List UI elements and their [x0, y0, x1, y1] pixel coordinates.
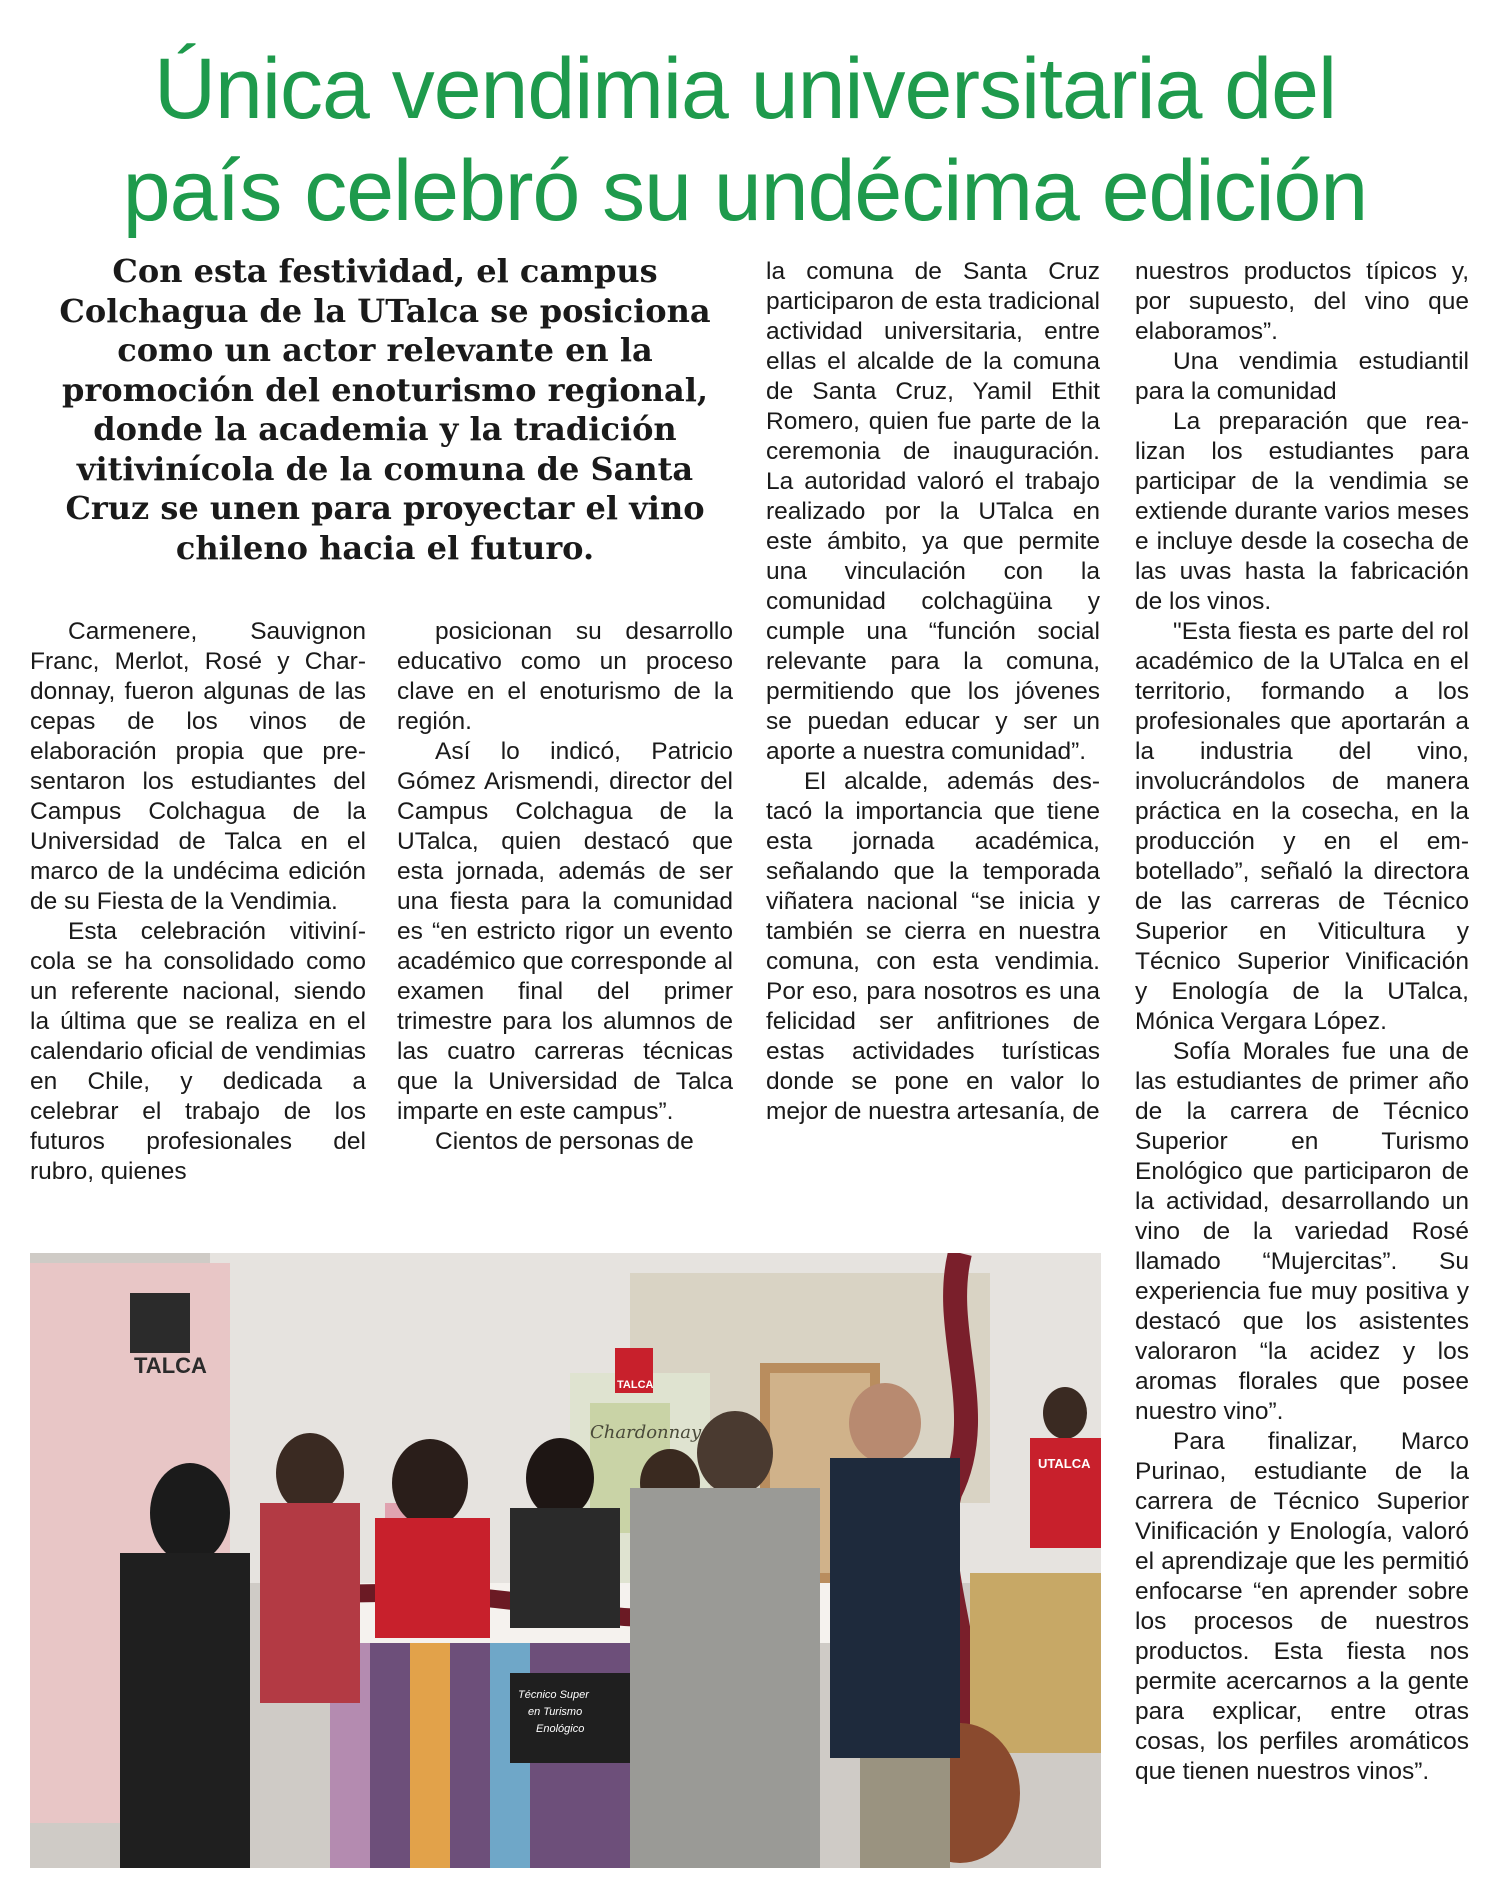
- paragraph: Cientos de personas de: [435, 1128, 694, 1155]
- column-3: [766, 257, 1100, 1127]
- article-headline: [40, 38, 1450, 242]
- headline-line-2: país celebró su undécima edición: [122, 143, 1368, 239]
- paragraph: El alcalde, además destacó la importancia que tiene esta jornada académica, señalando que la temporada viñatera nacional “se inicia y también se cierra en nuestra comuna, con esta vendimia. Por eso, para nosotros es una felicidad ser anfitriones de estas actividades turísticas donde se pone en valor lo mejor de nuestra artesanía, de: [766, 768, 1100, 1125]
- banner-left-text: TALCA: [134, 1353, 207, 1378]
- article-photo: [30, 1253, 1101, 1868]
- utalca-logo-right: [615, 1348, 654, 1393]
- paragraph: Para finalizar, Marco Purinao, estudiante de la carrera de Técnico Superior Vinificación y Enología, valoró el aprendizaje que les permitió enfocarse “en aprender sobre los procesos de nuestros productos. Esta fiesta nos permite acercarnos a la gente para explicar, entre otras cosas, los perfiles aromáticos que tienen nuestros vinos”.: [1135, 1428, 1469, 1785]
- paragraph: "Esta fiesta es parte del rol académico de la UTalca en el territorio, formando a los profesionales que aportarán a la industria del vino, involucrándolos de manera práctica en la cosecha, en la producción y en el embotellado”, señaló la directora de las carreras de Técnico Superior en Viticultura y Técnico Superior Vinificación y Enología de la UTalca, Mónica Vergara López.: [1135, 618, 1469, 1035]
- article-lead: Con esta festividad, el campus Colchagua de la UTalca se posiciona como un actor relevante en la promoción del enoturismo regional, donde la academia y la tradición vitivinícola de la comuna de Santa Cruz se unen para proyectar el vino chileno hacia el futuro.: [59, 252, 711, 567]
- table-sign-line-2: en Turismo: [528, 1706, 583, 1718]
- column-4: [1135, 257, 1469, 1787]
- banner-right-text: TALCA: [617, 1379, 654, 1391]
- paragraph: la comuna de Santa Cruz participaron de esta tradicional actividad universitaria, entre ellas el alcalde de la comuna de Santa Cruz, Yamil Ethit Romero, quien fue parte de la ceremonia de inauguración. La autoridad valoró el trabajo realizado por la UTalca en este ámbito, ya que permite una vinculación con la comunidad colchagüina y cumple una “función social relevante para la comuna, permitiendo que los jóvenes se puedan educar y ser un aporte a nuestra comunidad”.: [766, 258, 1100, 765]
- banner-script-text: Chardonnay: [590, 1422, 702, 1443]
- paragraph: nuestros productos típicos y, por supuesto, del vino que elaboramos”.: [1135, 258, 1469, 345]
- table-sign-line-3: Enológico: [536, 1723, 585, 1735]
- table-sign: [510, 1673, 630, 1763]
- column-2: [397, 617, 733, 1157]
- paragraph: Así lo indicó, Patricio Gómez Arismendi, director del Campus Colchagua de la UTalca, quien destacó que esta jornada, además de ser una fiesta para la comunidad es “en estricto rigor un evento académico que corresponde al examen final del primer trimestre para los alumnos de las cuatro carreras técnicas que la Universidad de Talca imparte en este campus”.: [397, 738, 733, 1125]
- shirt-text: UTALCA: [1038, 1456, 1091, 1471]
- paragraph: Sofía Morales fue una de las estudiantes de primer año de la carrera de Técnico Superior en Turismo Enológico que participaron de la actividad, desarrollando un vino de la variedad Rosé llamado “Mujercitas”. Su experiencia fue muy positiva y destacó que los asistentes valoraron “la acidez y los aromas florales que posee nuestro vino”.: [1135, 1038, 1469, 1425]
- table-sign-line-1: Técnico Super: [518, 1689, 589, 1701]
- paragraph: Esta celebración vitivinícola se ha consolidado como un referente nacional, siendo la última que se realiza en el calendario oficial de vendimias en Chile, y dedicada a celebrar el trabajo de los futuros profesionales del rubro, quienes: [30, 918, 366, 1185]
- paragraph: La preparación que realizan los estudiantes para participar de la vendimia se extiende durante varios meses e incluye desde la cosecha de las uvas hasta la fabricación de los vinos.: [1135, 408, 1469, 615]
- paragraph: Carmenere, Sauvignon Franc, Merlot, Rosé y Chardonnay, fueron algunas de las cepas de los vinos de elaboración propia que presentaron los estudiantes del Campus Colchagua de la Universidad de Talca en el marco de la undécima edición de su Fiesta de la Vendimia.: [30, 618, 366, 915]
- paragraph: posicionan su desarrollo educativo como un proceso clave en el enoturismo de la región.: [397, 618, 733, 735]
- headline-line-1: Única vendimia universitaria del: [153, 41, 1337, 137]
- column-1: [30, 617, 366, 1187]
- subheading: Una vendimia estudiantil para la comunidad: [1135, 348, 1469, 405]
